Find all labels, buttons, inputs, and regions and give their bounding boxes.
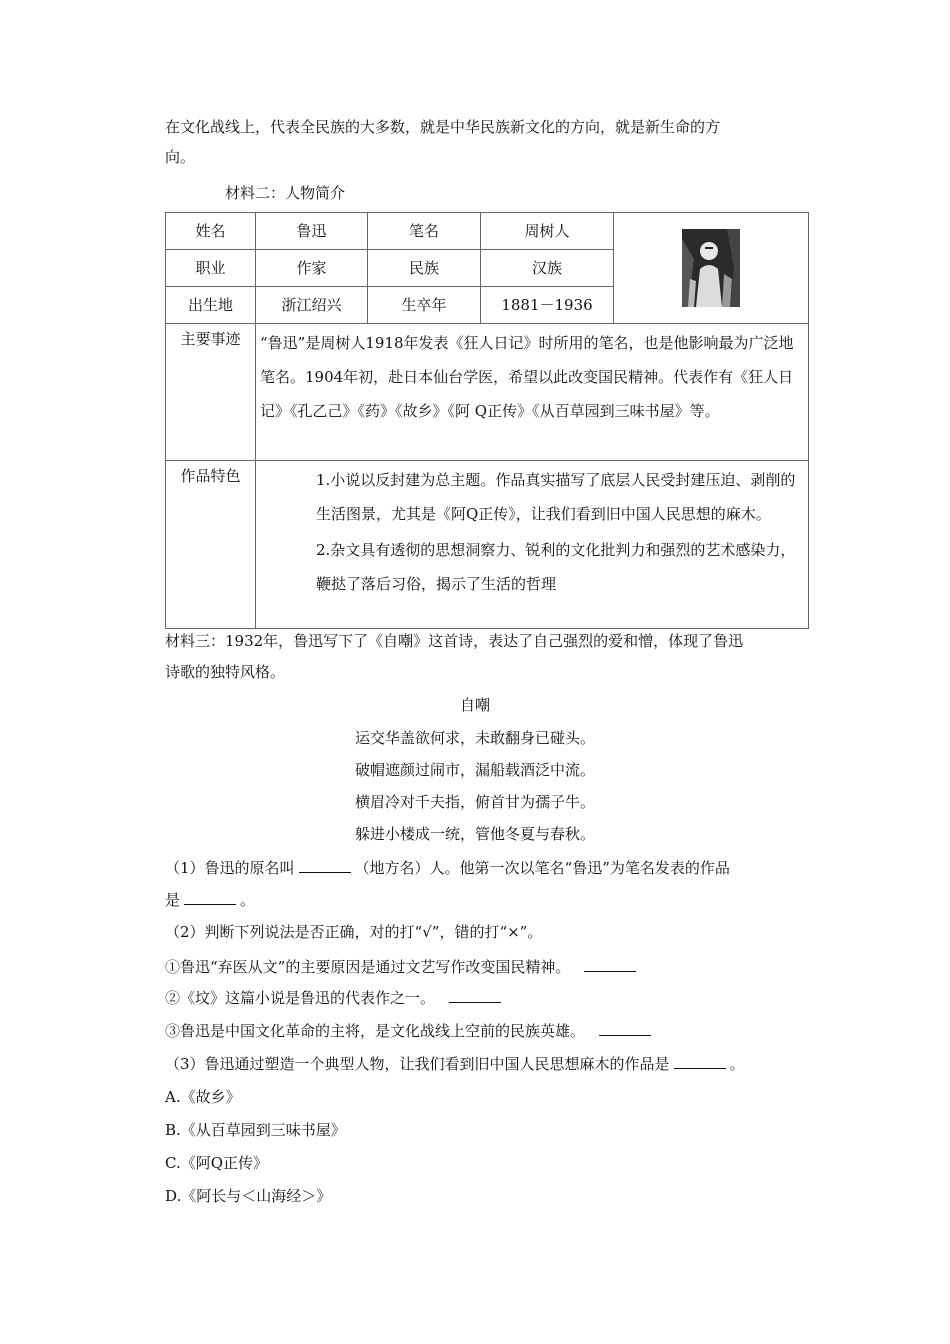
q2-item-2 — [165, 987, 505, 1009]
poem-line-3: 横眉冷对千夫指，俯首甘为孺子牛。 — [354, 793, 595, 811]
q1-blank-work[interactable] — [184, 890, 236, 905]
question-1-line-2 — [165, 889, 255, 911]
q1-blank-name[interactable] — [299, 858, 351, 873]
ethnicity-value: 汉族 — [481, 250, 614, 287]
option-b[interactable]: B.《从百草园到三味书屋》 — [165, 1121, 346, 1139]
poem-line-1: 运交华盖欲何求，未敢翻身已碰头。 — [354, 729, 595, 747]
portrait-photo — [682, 229, 740, 307]
job-value: 作家 — [256, 250, 368, 287]
question-1-end: 。 — [240, 891, 256, 909]
bio-table — [165, 212, 809, 629]
option-c[interactable]: C.《阿Q正传》 — [165, 1154, 269, 1172]
portrait-cell — [614, 213, 809, 324]
pen-name-label: 笔名 — [368, 213, 481, 250]
option-a[interactable]: A.《故乡》 — [165, 1088, 241, 1106]
job-label: 职业 — [166, 250, 256, 287]
q2-item-2-text: ②《坟》这篇小说是鲁迅的代表作之一。 — [165, 989, 436, 1007]
pen-name-value: 周树人 — [481, 213, 614, 250]
question-1-continue: 是 — [165, 891, 181, 909]
q2-item-3 — [165, 1020, 655, 1042]
material-3-line-2: 诗歌的独特风格。 — [165, 663, 286, 681]
q2-item-2-blank[interactable] — [449, 988, 501, 1003]
feature-2: 2.杂文具有透彻的思想洞察力、锐利的文化批判力和强烈的艺术感染力，鞭挞了落后习俗，揭示了生活的哲理 — [316, 541, 796, 593]
poem-line-4: 躲进小楼成一统，管他冬夏与春秋。 — [354, 825, 595, 843]
question-1-line-1 — [165, 857, 730, 879]
question-1-middle: （地方名）人。他第一次以笔名“鲁迅”为笔名发表的作品 — [354, 859, 730, 877]
poem-title: 自嘲 — [459, 696, 490, 714]
features-cell — [256, 461, 809, 629]
birthplace-label: 出生地 — [166, 287, 256, 324]
lifespan-label: 生卒年 — [368, 287, 481, 324]
ethnicity-label: 民族 — [368, 250, 481, 287]
question-3-end: 。 — [729, 1055, 745, 1073]
deeds-text: “鲁迅”是周树人1918年发表《狂人日记》时所用的笔名，也是他影响最为广泛地笔名。1904年初，赴日本仙台学医，希望以此改变国民精神。代表作有《狂人日记》《孔乙己》《药》《故乡》《阿 Q正传》《从百草园到三味书屋》等。 — [260, 334, 794, 420]
material-2-heading: 材料二：人物简介 — [225, 184, 346, 202]
lifespan-value: 1881－1936 — [481, 287, 614, 324]
birthplace-value: 浙江绍兴 — [256, 287, 368, 324]
question-1-prefix: （1）鲁迅的原名叫 — [165, 859, 295, 877]
name-label: 姓名 — [166, 213, 256, 250]
poem-line-2: 破帽遮颜过闹市，漏船载酒泛中流。 — [354, 761, 595, 779]
features-label: 作品特色 — [166, 461, 256, 629]
q2-item-1-text: ①鲁迅“弃医从文”的主要原因是通过文艺写作改变国民精神。 — [165, 958, 571, 976]
material-3-line-1: 材料三：1932年，鲁迅写下了《自嘲》这首诗，表达了自己强烈的爱和憎，体现了鲁迅 — [165, 632, 744, 650]
q2-item-3-blank[interactable] — [599, 1021, 651, 1036]
question-2: （2）判断下列说法是否正确，对的打“√”，错的打“×”。 — [165, 923, 543, 941]
deeds-label: 主要事迹 — [166, 324, 256, 461]
q2-item-3-text: ③鲁迅是中国文化革命的主将，是文化战线上空前的民族英雄。 — [165, 1022, 586, 1040]
deeds-cell — [256, 324, 809, 461]
question-3-text: （3）鲁迅通过塑造一个典型人物，让我们看到旧中国人民思想麻木的作品是 — [165, 1055, 670, 1073]
feature-1: 1.小说以反封建为总主题。作品真实描写了底层人民受封建压迫、剥削的生活图景，尤其是《阿Q正传》，让我们看到旧中国人民思想的麻木。 — [316, 471, 796, 523]
intro-line-1: 在文化战线上，代表全民族的大多数，就是中华民族新文化的方向，就是新生命的方 — [165, 118, 721, 136]
option-d[interactable]: D.《阿长与＜山海经＞》 — [165, 1187, 332, 1205]
q2-item-1-blank[interactable] — [584, 957, 636, 972]
name-value: 鲁迅 — [256, 213, 368, 250]
q2-item-1 — [165, 956, 640, 978]
question-3 — [165, 1053, 745, 1075]
intro-line-2: 向。 — [165, 148, 196, 166]
q3-blank[interactable] — [674, 1054, 726, 1069]
